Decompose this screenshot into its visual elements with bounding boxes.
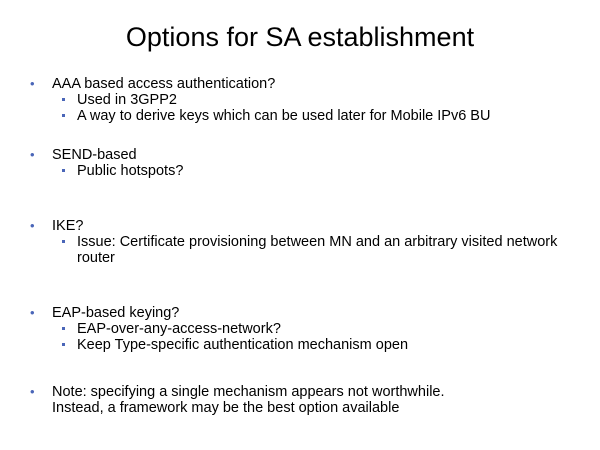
bullet-item — [30, 147, 580, 163]
square-bullet-icon — [62, 114, 65, 117]
sub-bullet-item — [30, 108, 580, 124]
bullet-item — [30, 218, 580, 234]
square-bullet-icon — [62, 327, 65, 330]
square-bullet-icon — [62, 98, 65, 101]
sub-bullet-item — [30, 92, 580, 108]
bullet-text: Note: specifying a single mechanism appears not worthwhile. Instead, a framework may be the best option available — [52, 384, 445, 416]
sub-bullet-item — [30, 163, 580, 179]
sub-bullet-text: Public hotspots? — [77, 163, 184, 179]
sub-bullet-text: EAP-over-any-access-network? — [77, 321, 281, 337]
bullet-dot-icon: • — [30, 76, 35, 91]
bullet-item — [30, 305, 580, 321]
bullet-dot-icon: • — [30, 305, 35, 320]
bullet-dot-icon: • — [30, 384, 35, 399]
sub-bullet-list — [30, 321, 580, 353]
sub-bullet-list — [30, 163, 580, 179]
bullet-item — [30, 76, 580, 92]
sub-bullet-list — [30, 92, 580, 124]
sub-bullet-list — [30, 234, 580, 266]
bullet-text: SEND-based — [52, 147, 137, 163]
sub-bullet-item — [30, 337, 580, 353]
square-bullet-icon — [62, 169, 65, 172]
sub-bullet-text: A way to derive keys which can be used later for Mobile IPv6 BU — [77, 108, 491, 124]
sub-bullet-item — [30, 321, 580, 337]
bullet-text: EAP-based keying? — [52, 305, 180, 321]
slide-body — [30, 76, 580, 416]
bullet-item — [30, 384, 580, 416]
bullet-text: IKE? — [52, 218, 84, 234]
bullet-dot-icon: • — [30, 218, 35, 233]
bullet-text: AAA based access authentication? — [52, 76, 276, 92]
sub-bullet-text: Used in 3GPP2 — [77, 92, 177, 108]
bullet-dot-icon: • — [30, 147, 35, 162]
square-bullet-icon — [62, 240, 65, 243]
sub-bullet-text: Keep Type-specific authentication mechanism open — [77, 337, 409, 353]
square-bullet-icon — [62, 343, 65, 346]
slide-title: Options for SA establishment — [125, 22, 475, 52]
sub-bullet-text: Issue: Certificate provisioning between MN and an arbitrary visited network router — [77, 234, 558, 266]
sub-bullet-item — [30, 234, 580, 266]
